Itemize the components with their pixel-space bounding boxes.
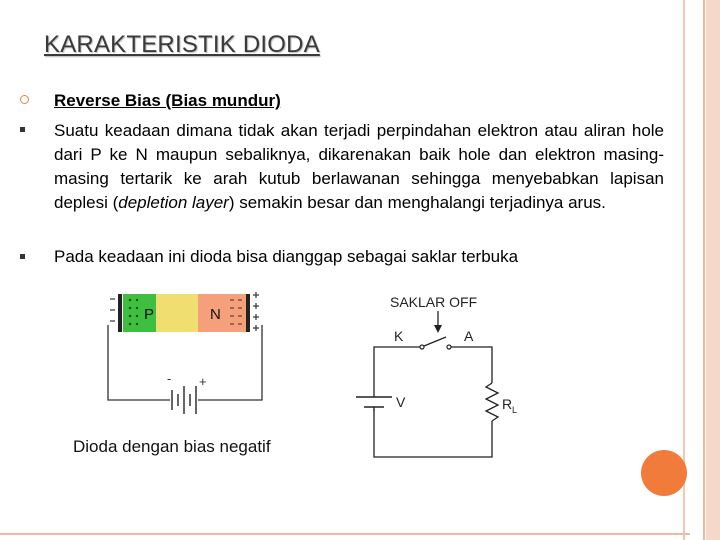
terminal-k-label: K [394, 328, 404, 344]
resistor-r-label: R [502, 396, 513, 412]
paragraph-part-2: ) semakin besar dan menghalangi terjadinya arus. [228, 193, 606, 212]
square-bullet-icon [20, 127, 25, 132]
resistor-subscript-label: L [512, 405, 518, 415]
slide-border-inner [703, 0, 705, 540]
battery-plus-label: + [199, 374, 207, 389]
switch-off-title: SAKLAR OFF [390, 294, 478, 310]
terminal-a-label: A [464, 328, 474, 344]
paragraph-part-1: Suatu keadaan dimana tidak akan terjadi perpindahan elektron atau aliran hole dari P ke N maupun sebaliknya, dikarenakan baik hole dan elektron masing-masing tertarik ke arah kutub berlawanan sehingga menyebabkan lapisan deplesi ( [54, 121, 664, 212]
slide-border-band [706, 0, 720, 540]
diode-reverse-bias-figure [60, 280, 320, 465]
decorative-orange-circle [641, 450, 687, 496]
depletion-region [156, 294, 198, 332]
slide-bottom-line [0, 533, 690, 535]
battery-minus-label: - [167, 371, 172, 386]
p-label: P [144, 306, 155, 323]
n-label: N [210, 306, 221, 323]
slide-border-line [683, 0, 685, 540]
section-heading: Reverse Bias (Bias mundur) [54, 91, 281, 110]
slide-title: KARAKTERISTIK DIODA [44, 31, 320, 58]
circle-bullet-icon [20, 95, 29, 104]
paragraph-italic-term: depletion layer [118, 193, 229, 212]
paragraph-switch: Pada keadaan ini dioda bisa dianggap sebagai saklar terbuka [54, 247, 519, 266]
switch-off-circuit-figure [350, 285, 540, 465]
source-v-label: V [396, 394, 406, 410]
figure-caption: Dioda dengan bias negatif [73, 437, 271, 456]
square-bullet-icon [20, 254, 25, 259]
paragraph-reverse-bias [54, 119, 664, 215]
